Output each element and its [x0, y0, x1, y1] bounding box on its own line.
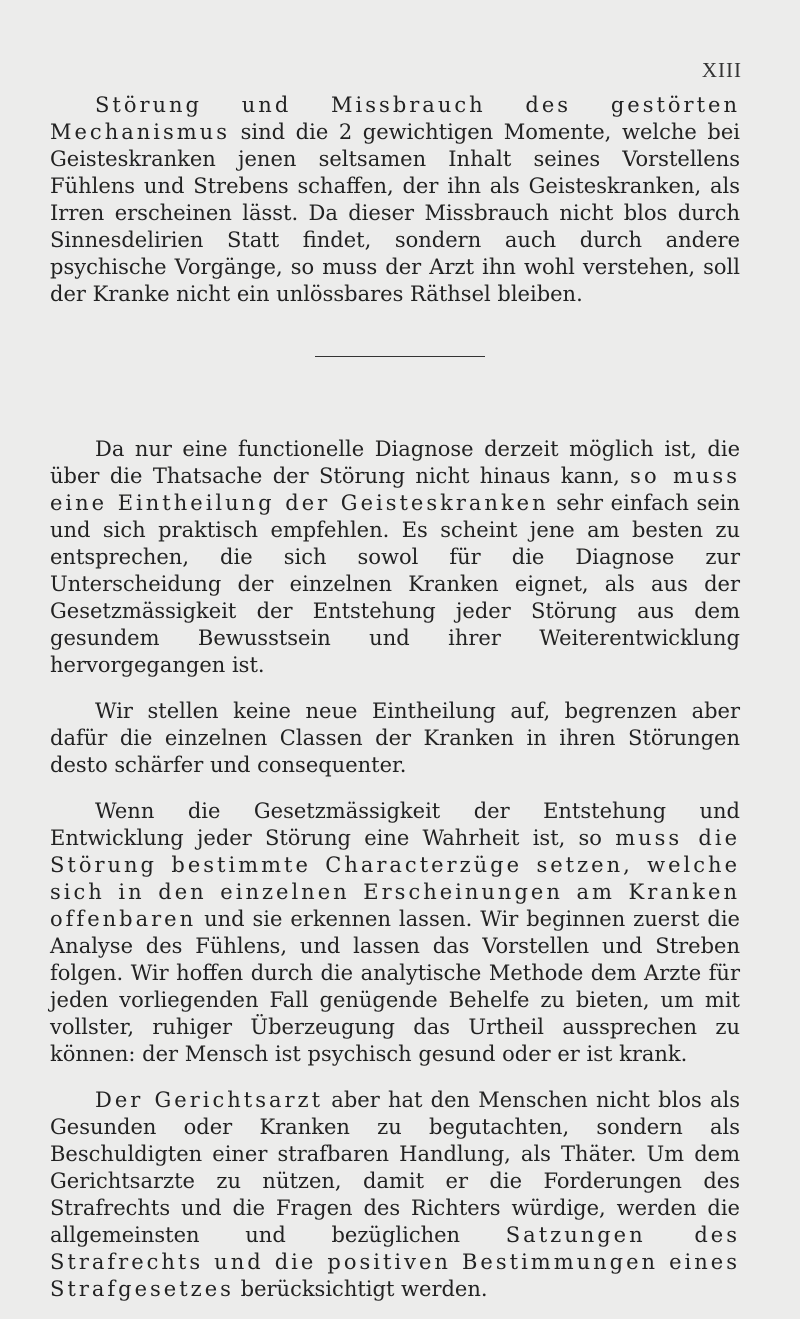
- emphasized-text: Satzungen des Strafrechts und die positiven Bestimmungen eines Strafgesetzes: [50, 1223, 740, 1301]
- body-text: Da nur eine functionelle Diagnose derzeit möglich ist, die über die Thatsache der Störung nicht hinaus kann,: [50, 437, 740, 488]
- body-text: sind die 2 gewichtigen Momente, welche bei Geisteskranken jenen seltsamen Inhalt seines Vorstellens Fühlens und Strebens schaffen, der ihn als Geisteskranken, als Irren erscheinen lässt. Da dieser Missbrauch nicht blos durch Sinnesdelirien Statt findet, sondern auch durch andere psychische Vorgänge, so muss der Arzt ihn wohl verstehen, soll der Kranke nicht ein unlössbares Räthsel bleiben.: [50, 120, 740, 306]
- body-text: aber hat den Menschen nicht blos als Gesunden oder Kranken zu begutachten, sondern als Beschuldigten einer strafbaren Handlung, als Thäter. Um dem Gerichtsarzte zu nützen, damit er die Forderungen des Strafrechts und die Fragen des Richters würdige, werden die allgemeinsten und bezüglichen: [50, 1088, 741, 1247]
- emphasized-text: Der Gerichtsarzt: [95, 1088, 324, 1112]
- body-text: und sie erkennen lassen. Wir beginnen zuerst die Analyse des Fühlens, und lassen das Vorstellen und Streben folgen. Wir hoffen durch die analytische Methode dem Arzte für jeden vorliegenden Fall genügende Behelfe zu bieten, um mit vollster, ruhiger Überzeugung das Urtheil aussprechen zu können: der Mensch ist psychisch gesund oder er ist krank.: [50, 907, 740, 1066]
- text-section-1: [50, 92, 740, 308]
- page-number: XIII: [701, 58, 742, 82]
- paragraph: [50, 698, 740, 779]
- emphasized-text: so muss eine Eintheilung der Geisteskranken: [50, 464, 740, 515]
- paragraph: [50, 92, 740, 308]
- paragraph: [50, 1087, 740, 1303]
- paragraph: [50, 436, 740, 679]
- emphasized-text: muss die Störung bestimmte Characterzüge setzen, welche sich in den einzelnen Erscheinungen am Kranken offenbaren: [50, 826, 740, 931]
- body-text: sehr einfach sein und sich praktisch empfehlen. Es scheint jene am besten zu entsprechen, die sich sowol für die Diagnose zur Unterscheidung der einzelnen Kranken eignet, als aus der Gesetzmässigkeit der Entstehung jeder Störung aus dem gesundem Bewusstsein und ihrer Weiterentwicklung hervorgegangen ist.: [50, 491, 740, 677]
- body-text: berücksichtigt werden.: [240, 1277, 488, 1301]
- body-text: Wenn die Gesetzmässigkeit der Entstehung und Entwicklung jeder Störung eine Wahrheit ist, so: [50, 799, 740, 850]
- body-text: Wir stellen keine neue Eintheilung auf, begrenzen aber dafür die einzelnen Classen der Kranken in ihren Störungen desto schärfer und consequenter.: [50, 699, 740, 777]
- text-section-2: [50, 436, 740, 1303]
- paragraph: [50, 798, 740, 1068]
- emphasized-text: Störung und Missbrauch des gestörten Mechanismus: [50, 93, 740, 144]
- section-divider: [315, 356, 485, 357]
